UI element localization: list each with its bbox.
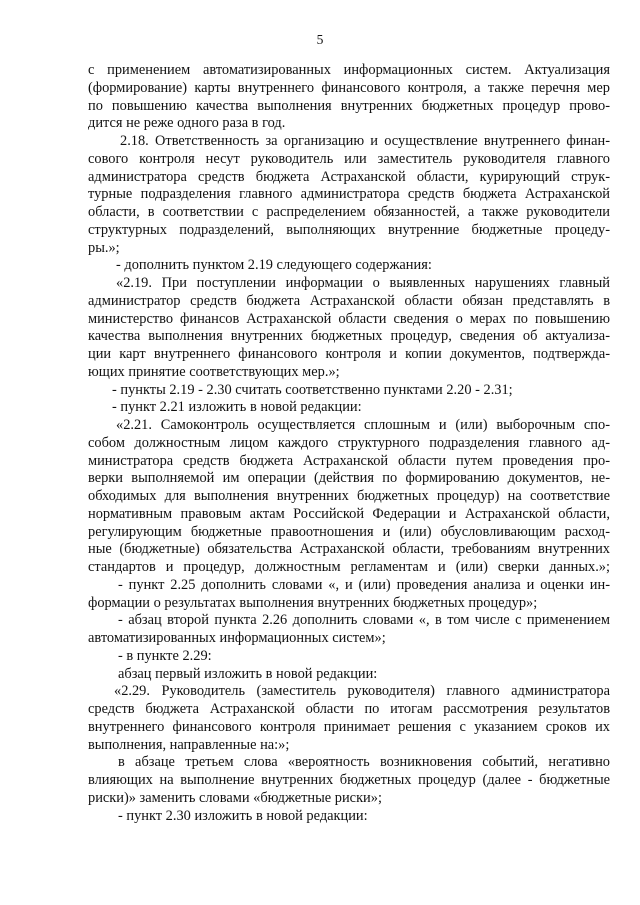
text-line: «2.19. При поступлении информации о выявленных нарушениях главный <box>116 275 610 291</box>
text-line: 2.18. Ответственность за организацию и осуществление внутреннего финан- <box>120 133 610 149</box>
text-line: структурных подразделений, выполняющих внутренние бюджетные процеду- <box>88 221 610 238</box>
text-line: - абзац второй пункта 2.26 дополнить словами «, в том числе с применением <box>118 612 610 629</box>
text-line: министратора средств бюджета Астраханской области путем проведения про- <box>88 452 610 469</box>
text-line: формации о результатах выполнения внутренних бюджетных процедур»; <box>88 594 538 611</box>
text-line: дится не реже одного раза в год. <box>88 115 286 132</box>
page-number: 5 <box>316 32 324 47</box>
text-line: министерство финансов Астраханской области сведения о мерах по повышению <box>88 310 610 327</box>
text-line: собом должностным лицом каждого структурного подразделения главного ад- <box>88 434 610 451</box>
text-line: стандартов и процедур, должностным регламентам и (или) сверки данных.»; <box>88 559 610 575</box>
text-line: в абзаце третьем слова «вероятность возникновения событий, негативно <box>118 754 610 771</box>
text-line: сового контроля несут руководитель или заместитель руководителя главного <box>88 150 610 167</box>
text-line: абзац первый изложить в новой редакции: <box>118 665 378 682</box>
text-line: - в пункте 2.29: <box>118 647 212 664</box>
text-line: ющих принятие соответствующих мер.»; <box>88 363 340 380</box>
text-line: автоматизированных информационных систем»; <box>88 630 386 646</box>
text-line: риски)» заменить словами «бюджетные риски»; <box>88 789 382 806</box>
text-line: (формирование) карты внутреннего финансового контроля, а также перечня мер <box>88 79 610 96</box>
text-line: обходимых для выполнения внутренних бюджетных процедур) на соответствие <box>88 488 610 504</box>
text-line: турные подразделения главного администратора средств бюджета Астраханской <box>88 186 610 203</box>
text-line: - дополнить пунктом 2.19 следующего содержания: <box>116 257 432 274</box>
text-line: верки выполняемой им операции (действия по формированию документов, не- <box>88 470 610 487</box>
text-line: ры.»; <box>88 239 120 256</box>
text-line: - пункт 2.30 изложить в новой редакции: <box>118 807 368 824</box>
text-line: внутреннего финансового контроля принимает решения с указанием сроков их <box>88 718 610 735</box>
text-line: области, в соответствии с распределением обязанностей, а также руководители <box>88 204 610 220</box>
text-line: ции карт внутреннего финансового контроля и копии документов, подтвержда- <box>88 346 610 362</box>
text-line: - пункт 2.21 изложить в новой редакции: <box>112 399 362 416</box>
text-line: «2.21. Самоконтроль осуществляется сплошным и (или) выборочным спо- <box>116 417 610 433</box>
text-line: - пункты 2.19 - 2.30 считать соответственно пунктами 2.20 - 2.31; <box>112 381 513 398</box>
text-line: ные (бюджетные) обязательства Астраханской области, требованиям внутренних <box>88 541 610 558</box>
document-body <box>88 62 610 825</box>
text-line: с применением автоматизированных информационных систем. Актуализация <box>88 62 610 78</box>
text-line: средств бюджета Астраханской области по итогам рассмотрения результатов <box>88 701 610 717</box>
text-line: нормативным правовым актам Российской Федерации и Астраханской области, <box>88 505 610 522</box>
text-line: администратора средств бюджета Астраханской области, курирующий струк- <box>88 168 610 185</box>
text-line: регулирующим бюджетные правоотношения и (или) обусловливающим расход- <box>88 523 610 540</box>
text-line: качества выполнения внутренних бюджетных процедур, сведения об актуализа- <box>88 328 610 345</box>
text-line: - пункт 2.25 дополнить словами «, и (или) проведения анализа и оценки ин- <box>118 576 610 593</box>
text-line: «2.29. Руководитель (заместитель руководителя) главного администратора <box>114 683 610 700</box>
text-line: влияющих на выполнение внутренних бюджетных процедур (далее - бюджетные <box>88 772 610 788</box>
text-line: выполнения, направленные на:»; <box>88 736 290 753</box>
text-line: по повышению качества выполнения внутренних бюджетных процедур прово- <box>88 97 610 114</box>
text-line: администратор средств бюджета Астраханской области обязан представлять в <box>88 292 610 309</box>
